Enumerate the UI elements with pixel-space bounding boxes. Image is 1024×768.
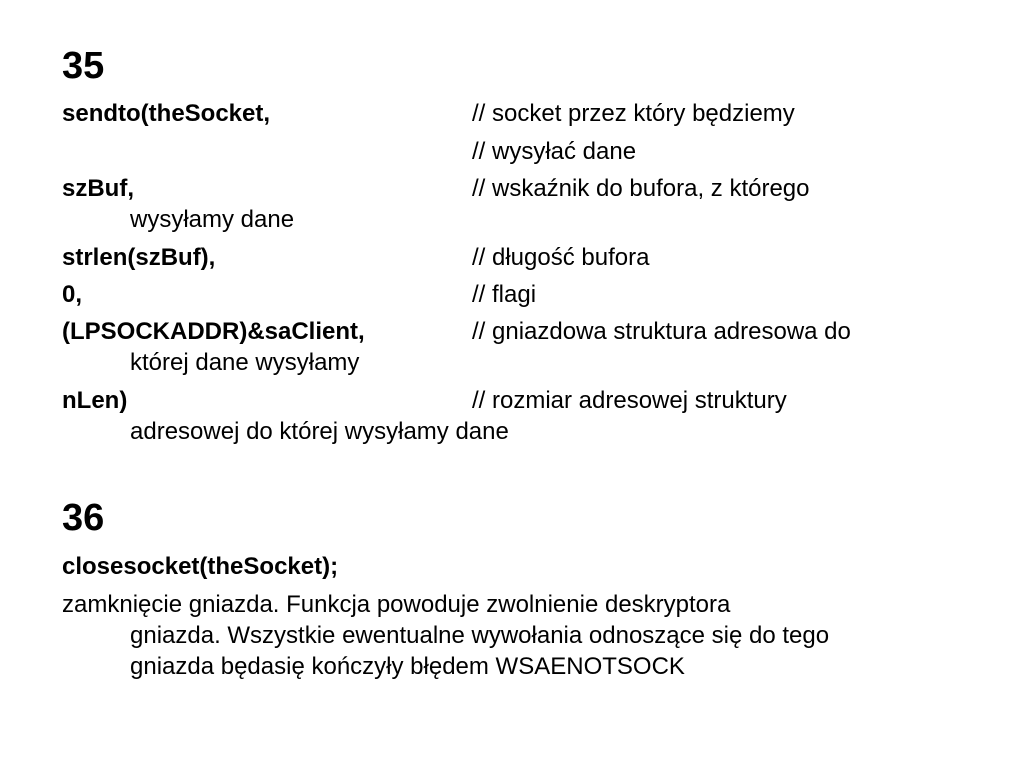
param-code: sendto(theSocket, bbox=[62, 100, 271, 127]
param-code: szBuf, bbox=[62, 175, 134, 202]
section-number-35: 35 bbox=[62, 45, 105, 87]
param-comment-continuation: której dane wysyłamy bbox=[130, 349, 360, 376]
param-code: strlen(szBuf), bbox=[62, 244, 216, 271]
param-comment: // socket przez który będziemy bbox=[472, 100, 795, 127]
closesocket-code: closesocket(theSocket); bbox=[62, 553, 339, 580]
description-line-2: gniazda. Wszystkie ewentualne wywołania odnoszące się do tego bbox=[130, 622, 830, 649]
param-code: (LPSOCKADDR)&saClient, bbox=[62, 318, 365, 345]
param-comment: // gniazdowa struktura adresowa do bbox=[472, 318, 851, 345]
description-line-1: zamknięcie gniazda. Funkcja powoduje zwolnienie deskryptora bbox=[62, 591, 731, 618]
param-comment: // flagi bbox=[472, 281, 537, 308]
param-comment-continuation: adresowej do której wysyłamy dane bbox=[130, 418, 509, 445]
param-comment: // długość bufora bbox=[472, 244, 650, 271]
param-comment: // rozmiar adresowej struktury bbox=[472, 387, 787, 414]
section-number-36: 36 bbox=[62, 497, 105, 539]
param-comment: // wskaźnik do bufora, z którego bbox=[472, 175, 810, 202]
param-code: nLen) bbox=[62, 387, 128, 414]
description-line-3: gniazda będasię kończyły błędem WSAENOTSOCK bbox=[130, 653, 685, 680]
param-comment: // wysyłać dane bbox=[472, 138, 637, 165]
param-comment-continuation: wysyłamy dane bbox=[130, 206, 295, 233]
param-code: 0, bbox=[62, 281, 83, 308]
